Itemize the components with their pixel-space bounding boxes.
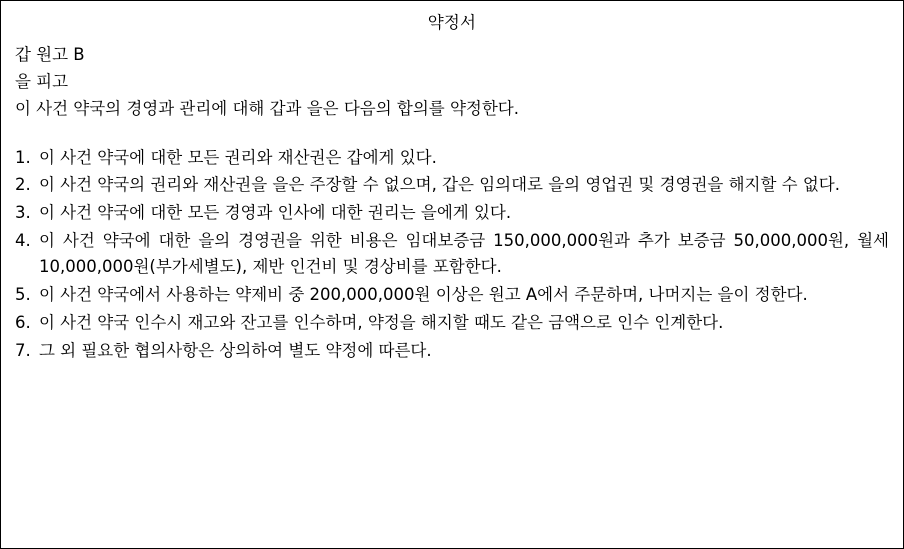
clause-list: [15, 145, 889, 365]
clause-text: 이 사건 약국에 대한 을의 경영권을 위한 비용은 임대보증금 150,000,000원과 추가 보증금 50,000,000원, 월세 10,000,000원(부가세별도), 제반 인건비 및 경상비를 포함한다.: [39, 230, 889, 277]
clause-text: 이 사건 약국에 대한 모든 권리와 재산권은 갑에게 있다.: [39, 147, 437, 167]
clause-text: 이 사건 약국의 권리와 재산권을 을은 주장할 수 없으며, 갑은 임의대로 을의 영업권 및 경영권을 해지할 수 없다.: [39, 175, 840, 195]
clause-text: 이 사건 약국에 대한 모든 경영과 인사에 대한 권리는 을에게 있다.: [39, 203, 512, 223]
clause-item: [15, 200, 889, 227]
clause-item: [15, 282, 889, 309]
clause-number: 4.: [15, 230, 31, 250]
clause-item: [15, 172, 889, 199]
agreement-intro: 이 사건 약국의 경영과 관리에 대해 갑과 을은 다음의 합의를 약정한다.: [15, 99, 519, 119]
clause-text: 이 사건 약국 인수시 재고와 잔고를 인수하며, 약정을 해지할 때도 같은 금액으로 인수 인계한다.: [39, 312, 724, 332]
clause-number: 2.: [15, 175, 31, 195]
clause-number: 5.: [15, 285, 31, 305]
clause-text: 그 외 필요한 협의사항은 상의하여 별도 약정에 따른다.: [39, 340, 432, 360]
clause-item: [15, 145, 889, 172]
clause-text: 이 사건 약국에서 사용하는 약제비 중 200,000,000원 이상은 원고 A에서 주문하며, 나머지는 을이 정한다.: [39, 285, 808, 305]
clause-item: [15, 338, 889, 365]
party-line-gap: 갑 원고 B: [15, 44, 85, 64]
document-title: 약정서: [427, 13, 477, 32]
clause-item: [15, 228, 889, 281]
clause-number: 6.: [15, 312, 31, 332]
party-line-eul: 을 피고: [15, 72, 69, 92]
clause-number: 3.: [15, 203, 31, 223]
clause-item: [15, 310, 889, 337]
clause-number: 1.: [15, 147, 31, 167]
clause-number: 7.: [15, 340, 31, 360]
